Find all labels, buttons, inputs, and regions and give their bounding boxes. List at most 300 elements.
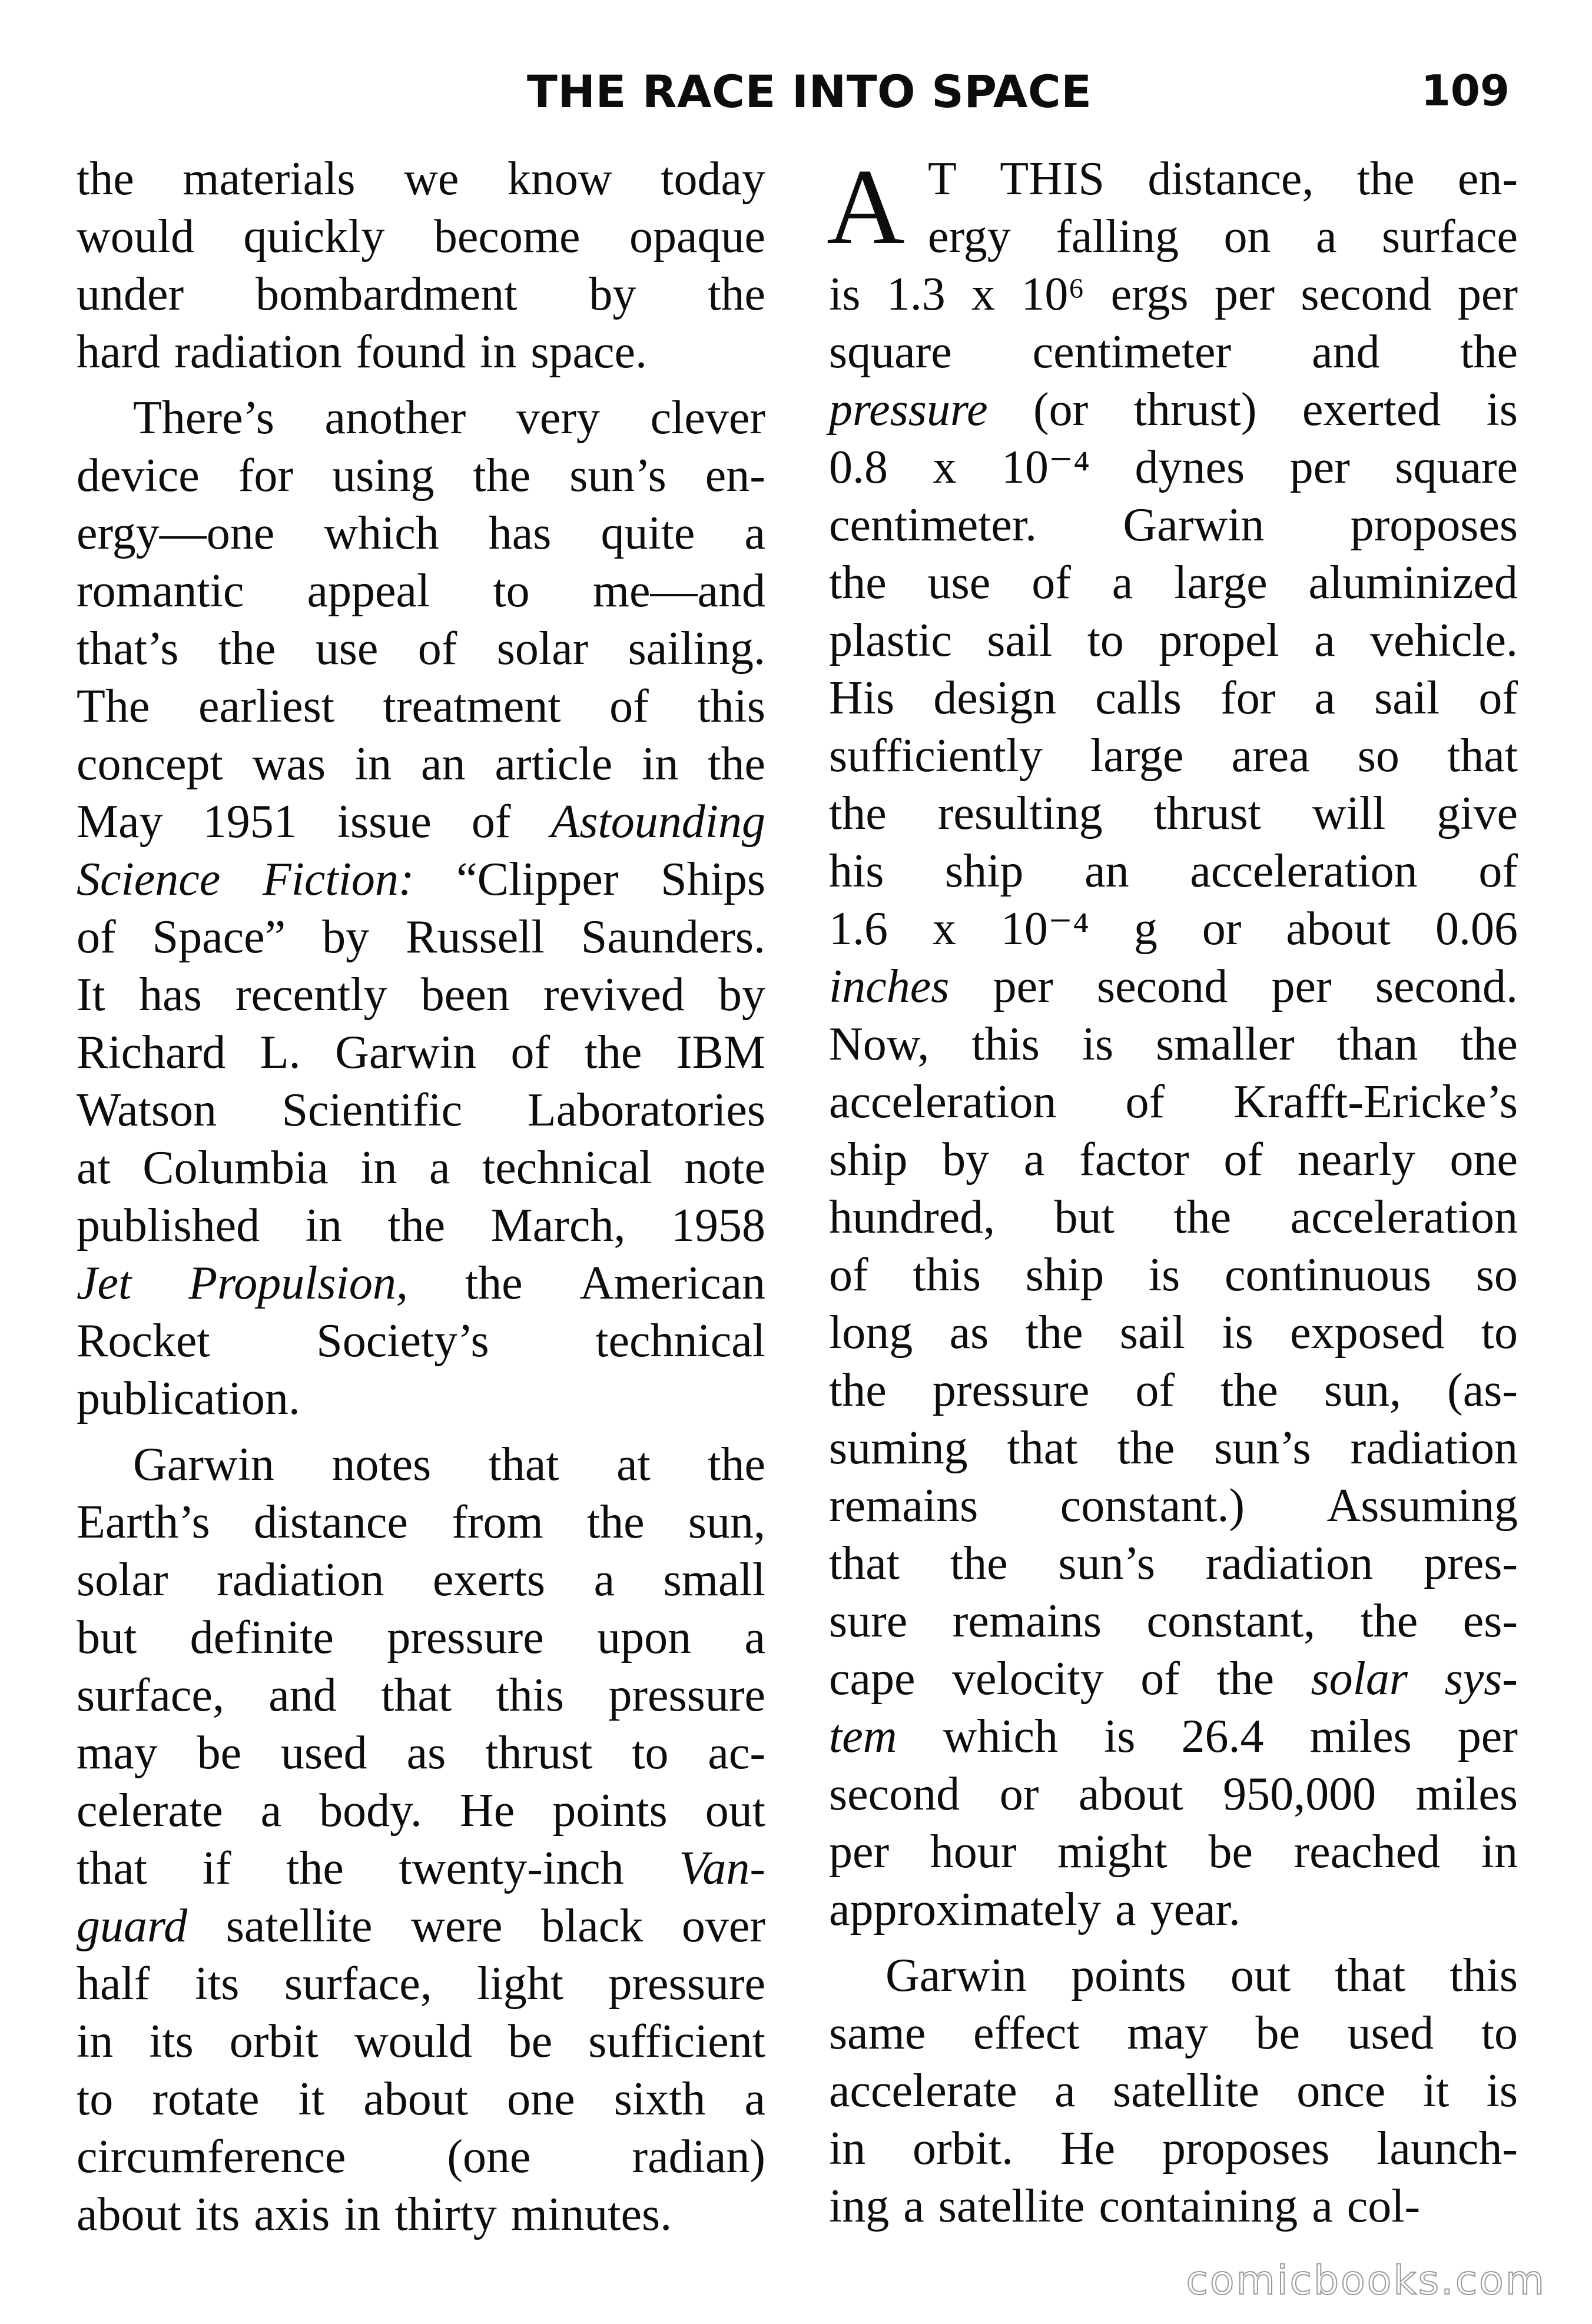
word: which	[324, 507, 439, 559]
word: quickly	[243, 211, 385, 263]
word: ergy—one	[77, 507, 275, 559]
word: miles	[1309, 1711, 1412, 1762]
text-line	[77, 1139, 765, 1197]
word: axis	[254, 2189, 330, 2240]
watermark: comicbooks.com	[1186, 2257, 1546, 2304]
word: large	[1090, 730, 1184, 782]
word: x	[933, 441, 957, 493]
word: col-	[1346, 2180, 1421, 2232]
word: proposes	[1162, 2123, 1330, 2174]
word: per	[1271, 961, 1332, 1012]
word: the	[950, 1538, 1008, 1589]
word: Garwin	[885, 1950, 1027, 2001]
text-line	[77, 389, 765, 447]
word: know	[507, 153, 612, 205]
word: if	[202, 1842, 231, 1894]
word: approximately	[829, 1884, 1102, 1935]
text-line	[77, 1782, 765, 1840]
word: en-	[705, 450, 765, 502]
word: aluminized	[1308, 557, 1518, 609]
word: technical	[482, 1142, 652, 1194]
word: His	[829, 672, 895, 724]
word: thrust	[1153, 788, 1261, 839]
word: pressure	[829, 384, 988, 436]
word: the	[1216, 1653, 1275, 1705]
word: remains	[829, 1480, 979, 1532]
word: 10⁻⁴	[1001, 441, 1090, 493]
word: sure	[829, 1595, 908, 1647]
word: sun,	[688, 1496, 765, 1548]
text-line	[829, 2120, 1518, 2177]
text-line	[829, 1765, 1518, 1823]
word: appeal	[307, 565, 430, 617]
word: that	[381, 1669, 452, 1721]
word: me—and	[592, 565, 765, 617]
text-line	[77, 1254, 765, 1312]
word: ergy	[928, 211, 1011, 263]
word: distance	[253, 1496, 408, 1548]
word: Rocket	[77, 1315, 210, 1367]
word: at	[616, 1439, 651, 1490]
word: inches	[829, 961, 950, 1012]
word: and	[268, 1669, 337, 1721]
text-line	[77, 1197, 765, 1254]
word: accelerate	[829, 2065, 1017, 2117]
word: the	[77, 153, 134, 205]
word: of	[609, 680, 649, 732]
word: under	[77, 268, 184, 320]
right-column	[827, 147, 1518, 2235]
word: in	[77, 2016, 114, 2067]
word: 10⁶	[1021, 268, 1085, 320]
word: pressure	[387, 1612, 544, 1664]
word: were	[411, 1900, 503, 1952]
word: thrust)	[1133, 384, 1257, 436]
word: so	[1357, 730, 1399, 782]
word: design	[933, 672, 1057, 724]
word: an	[1084, 845, 1129, 897]
word: of	[471, 796, 511, 848]
text-line	[829, 727, 1518, 785]
word: this	[1450, 1950, 1518, 2001]
word: today	[661, 153, 765, 205]
text-line	[829, 1650, 1518, 1708]
word: a	[260, 1785, 282, 1837]
word: 0.06	[1435, 903, 1518, 955]
word: centimeter.	[829, 499, 1037, 551]
text-line	[77, 1024, 765, 1081]
word: 1951	[203, 796, 297, 848]
word: large	[1174, 557, 1268, 609]
word: the	[1460, 326, 1518, 378]
word: about	[1078, 1768, 1183, 1820]
word: we	[404, 153, 459, 205]
word: in	[344, 2189, 381, 2240]
text-line	[829, 381, 1518, 439]
word: is	[1082, 1018, 1114, 1070]
word: of	[1478, 845, 1518, 897]
word: of	[417, 623, 457, 675]
word: twenty-inch	[399, 1842, 624, 1894]
text-line	[77, 1666, 765, 1724]
word: of	[77, 911, 116, 963]
word: a	[744, 1612, 765, 1664]
word: continuous	[1224, 1249, 1432, 1301]
word: the	[473, 450, 531, 502]
word: (or	[1033, 384, 1089, 436]
word: points	[1071, 1950, 1186, 2001]
word: per	[1289, 441, 1350, 493]
word: reached	[1294, 1826, 1441, 1878]
text-line	[77, 1840, 765, 1897]
text-line	[829, 842, 1518, 900]
word: may	[1127, 2007, 1208, 2059]
word: solar	[77, 1554, 168, 1606]
word: points	[552, 1785, 668, 1837]
word: at	[77, 1142, 111, 1194]
word: is	[1222, 1307, 1253, 1359]
text-line	[77, 1312, 765, 1370]
word: same	[829, 2007, 926, 2059]
word: hundred,	[829, 1191, 996, 1243]
word: in	[305, 1200, 342, 1251]
word: been	[420, 969, 510, 1021]
word: containing	[1099, 2180, 1298, 2232]
word: might	[1057, 1826, 1168, 1878]
word: nearly	[1297, 1134, 1415, 1186]
word: solar	[1311, 1653, 1408, 1705]
word: the	[708, 738, 765, 790]
text-line	[77, 1955, 765, 2013]
paragraph	[77, 1436, 765, 2243]
text-line	[829, 958, 1518, 1015]
word: is	[1148, 1249, 1180, 1301]
text-line	[829, 612, 1518, 669]
paragraph	[829, 1947, 1518, 2235]
word: orbit.	[913, 2123, 1014, 2174]
word: radiation	[1205, 1538, 1374, 1589]
word: that	[1335, 1950, 1406, 2001]
word: American	[579, 1257, 765, 1309]
text-line	[77, 678, 765, 735]
word: of	[1223, 1134, 1263, 1186]
text-line	[77, 1897, 765, 1955]
word: second.	[1375, 961, 1518, 1012]
word: space.	[530, 326, 648, 378]
word: to	[77, 2073, 114, 2125]
word: to	[493, 565, 530, 617]
word: exerts	[432, 1554, 545, 1606]
word: sail	[987, 615, 1053, 666]
word: of	[829, 1249, 868, 1301]
word: his	[829, 845, 884, 897]
text-line	[829, 208, 1518, 265]
word: this	[697, 680, 765, 732]
word: a	[1314, 672, 1335, 724]
text-line	[829, 2004, 1518, 2062]
word: year.	[1150, 1884, 1241, 1935]
word: of	[1125, 1076, 1165, 1128]
word: a	[1115, 1884, 1136, 1935]
word: out	[1230, 1950, 1291, 2001]
word: this	[496, 1669, 565, 1721]
word: black	[541, 1900, 644, 1952]
text-line	[77, 1370, 765, 1427]
word: L.	[260, 1027, 301, 1078]
text-line	[829, 1246, 1518, 1304]
word: thrust	[485, 1727, 593, 1779]
word: would	[77, 211, 194, 263]
word: note	[684, 1142, 765, 1194]
word: materials	[183, 153, 356, 205]
running-title: THE RACE INTO SPACE	[527, 65, 1092, 118]
word: acceleration	[829, 1076, 1057, 1128]
text-line	[77, 2128, 765, 2186]
word: THIS	[1000, 153, 1105, 205]
word: a	[1112, 557, 1133, 609]
word: a	[903, 2180, 924, 2232]
word: remains	[952, 1595, 1102, 1647]
word: Astounding	[550, 796, 765, 848]
paragraph-gap	[77, 381, 765, 389]
word: or	[1202, 903, 1242, 955]
word: half	[77, 1958, 150, 2010]
word: per	[829, 1826, 890, 1878]
word: exerted	[1302, 384, 1441, 436]
word: a	[744, 507, 765, 559]
word: proposes	[1350, 499, 1518, 551]
word: recently	[235, 969, 387, 1021]
word: pressure	[608, 1958, 765, 2010]
word: light	[477, 1958, 563, 2010]
text-line	[77, 504, 765, 562]
word: this	[913, 1249, 981, 1301]
word: Jet	[77, 1257, 132, 1309]
word: but	[77, 1612, 137, 1664]
word: by	[718, 969, 765, 1021]
word: one	[1450, 1134, 1518, 1186]
word: propel	[1159, 615, 1279, 666]
word: be	[197, 1727, 242, 1779]
text-line	[829, 1362, 1518, 1419]
word: vehicle.	[1370, 615, 1518, 666]
word: Scientific	[281, 1084, 463, 1136]
word: earliest	[198, 680, 334, 732]
word: radiation	[217, 1554, 384, 1606]
word: acceleration	[1190, 845, 1418, 897]
word: falling	[1056, 211, 1179, 263]
word: sun’s	[569, 450, 666, 502]
word: about	[363, 2073, 468, 2125]
word: Earth’s	[77, 1496, 210, 1548]
text-line	[829, 1419, 1518, 1477]
word: es-	[1462, 1595, 1518, 1647]
text-line	[77, 1551, 765, 1609]
text-line	[829, 2177, 1518, 2235]
word: give	[1437, 788, 1518, 839]
word: its	[149, 2016, 194, 2067]
word: There’s	[133, 392, 274, 444]
word: become	[433, 211, 581, 263]
word: Watson	[77, 1084, 217, 1136]
word: g	[1133, 903, 1157, 955]
word: pressure	[608, 1669, 765, 1721]
word: x	[932, 903, 956, 955]
word: small	[663, 1554, 765, 1606]
word: about	[77, 2189, 181, 2240]
word: 950,000	[1223, 1768, 1377, 1820]
word: (as-	[1447, 1364, 1518, 1416]
word: pressure	[932, 1364, 1090, 1416]
word: is	[1486, 2065, 1518, 2117]
word: will	[1312, 788, 1386, 839]
text-line	[829, 2062, 1518, 2120]
word: pres-	[1424, 1538, 1518, 1589]
word: the	[1025, 1307, 1083, 1359]
word: Garwin	[1123, 499, 1265, 551]
word: T	[928, 153, 957, 205]
word: quite	[601, 507, 695, 559]
word: revived	[543, 969, 685, 1021]
word: smaller	[1156, 1018, 1295, 1070]
word: has	[139, 969, 202, 1021]
word: satellite	[225, 1900, 373, 1952]
word: its	[195, 2189, 240, 2240]
word: ac-	[708, 1727, 765, 1779]
text-line	[77, 1493, 765, 1551]
word: the	[1460, 1018, 1518, 1070]
word: a	[1054, 2065, 1076, 2117]
word: Columbia	[142, 1142, 329, 1194]
word: sun,	[1324, 1364, 1401, 1416]
word: published	[77, 1200, 260, 1251]
word: is	[1104, 1711, 1136, 1762]
word: second	[1301, 268, 1432, 320]
word: the	[584, 1027, 642, 1078]
word: use	[927, 557, 991, 609]
text-line	[829, 1188, 1518, 1246]
word: by	[942, 1134, 990, 1186]
text-line	[77, 851, 765, 908]
word: ergs	[1110, 268, 1189, 320]
word: a	[429, 1142, 450, 1194]
drop-cap: A	[827, 147, 905, 267]
word: that	[1007, 1422, 1078, 1474]
word: another	[324, 392, 466, 444]
word: that	[488, 1439, 559, 1490]
running-head	[0, 65, 1592, 128]
word: Ships	[661, 854, 765, 905]
text-line	[829, 1304, 1518, 1362]
word: minutes.	[510, 2189, 672, 2240]
word: a	[1023, 1134, 1045, 1186]
word: device	[77, 450, 200, 502]
word: may	[77, 1727, 158, 1779]
text-line	[829, 1131, 1518, 1188]
word: about	[1286, 903, 1391, 955]
word: is	[1486, 384, 1518, 436]
text-line	[77, 2013, 765, 2070]
word: in	[360, 1142, 397, 1194]
word: effect	[973, 2007, 1080, 2059]
word: dynes	[1135, 441, 1245, 493]
word: velocity	[952, 1653, 1104, 1705]
text-line	[829, 669, 1518, 727]
word: (one	[447, 2131, 531, 2183]
word: 1.3	[886, 268, 946, 320]
word: acceleration	[1290, 1191, 1518, 1243]
text-line	[77, 265, 765, 323]
word: resulting	[937, 788, 1103, 839]
text-line	[77, 150, 765, 208]
word: to	[1481, 1307, 1518, 1359]
paragraph-gap	[829, 1938, 1518, 1947]
word: upon	[597, 1612, 692, 1664]
word: so	[1475, 1249, 1518, 1301]
paragraph	[77, 389, 765, 1427]
word: per	[1457, 1711, 1518, 1762]
text-line	[829, 1823, 1518, 1881]
word: to	[1481, 2007, 1518, 2059]
word: second	[1097, 961, 1228, 1012]
word: to	[632, 1727, 669, 1779]
word: per	[1214, 268, 1275, 320]
text-line	[829, 496, 1518, 554]
word: launch-	[1377, 2123, 1518, 2174]
text-line	[77, 620, 765, 678]
text-line	[829, 150, 1518, 208]
text-line	[77, 1609, 765, 1666]
word: plastic	[829, 615, 952, 666]
word: square	[1395, 441, 1518, 493]
word: sixth	[613, 2073, 706, 2125]
word: Garwin	[133, 1439, 274, 1490]
text-line	[77, 1724, 765, 1782]
word: May	[77, 796, 163, 848]
word: the	[829, 1364, 887, 1416]
word: that	[77, 1842, 147, 1894]
word: en-	[1457, 153, 1518, 205]
word: 1.6	[829, 903, 888, 955]
word: miles	[1415, 1768, 1518, 1820]
word: that	[1447, 730, 1518, 782]
word: sail	[1374, 672, 1440, 724]
word: Now,	[829, 1018, 930, 1070]
word: be	[1255, 2007, 1300, 2059]
word: the	[1360, 1595, 1418, 1647]
word: technical	[595, 1315, 765, 1367]
word: for	[1220, 672, 1276, 724]
word: the	[586, 1496, 645, 1548]
word: the	[829, 557, 887, 609]
word: by	[589, 268, 636, 320]
word: constant.)	[1060, 1480, 1245, 1532]
word: of	[510, 1027, 550, 1078]
word: has	[488, 507, 552, 559]
text-line	[829, 439, 1518, 496]
word: thirty	[394, 2189, 497, 2240]
word: but	[1054, 1191, 1115, 1243]
text-line	[77, 1436, 765, 1493]
word: radiation	[174, 326, 342, 378]
word: hard	[77, 326, 161, 378]
word: be	[1208, 1826, 1253, 1878]
word: the	[829, 788, 887, 839]
word: rotate	[152, 2073, 260, 2125]
word: over	[681, 1900, 765, 1952]
word: centimeter	[1032, 326, 1232, 378]
word: that’s	[77, 623, 179, 675]
